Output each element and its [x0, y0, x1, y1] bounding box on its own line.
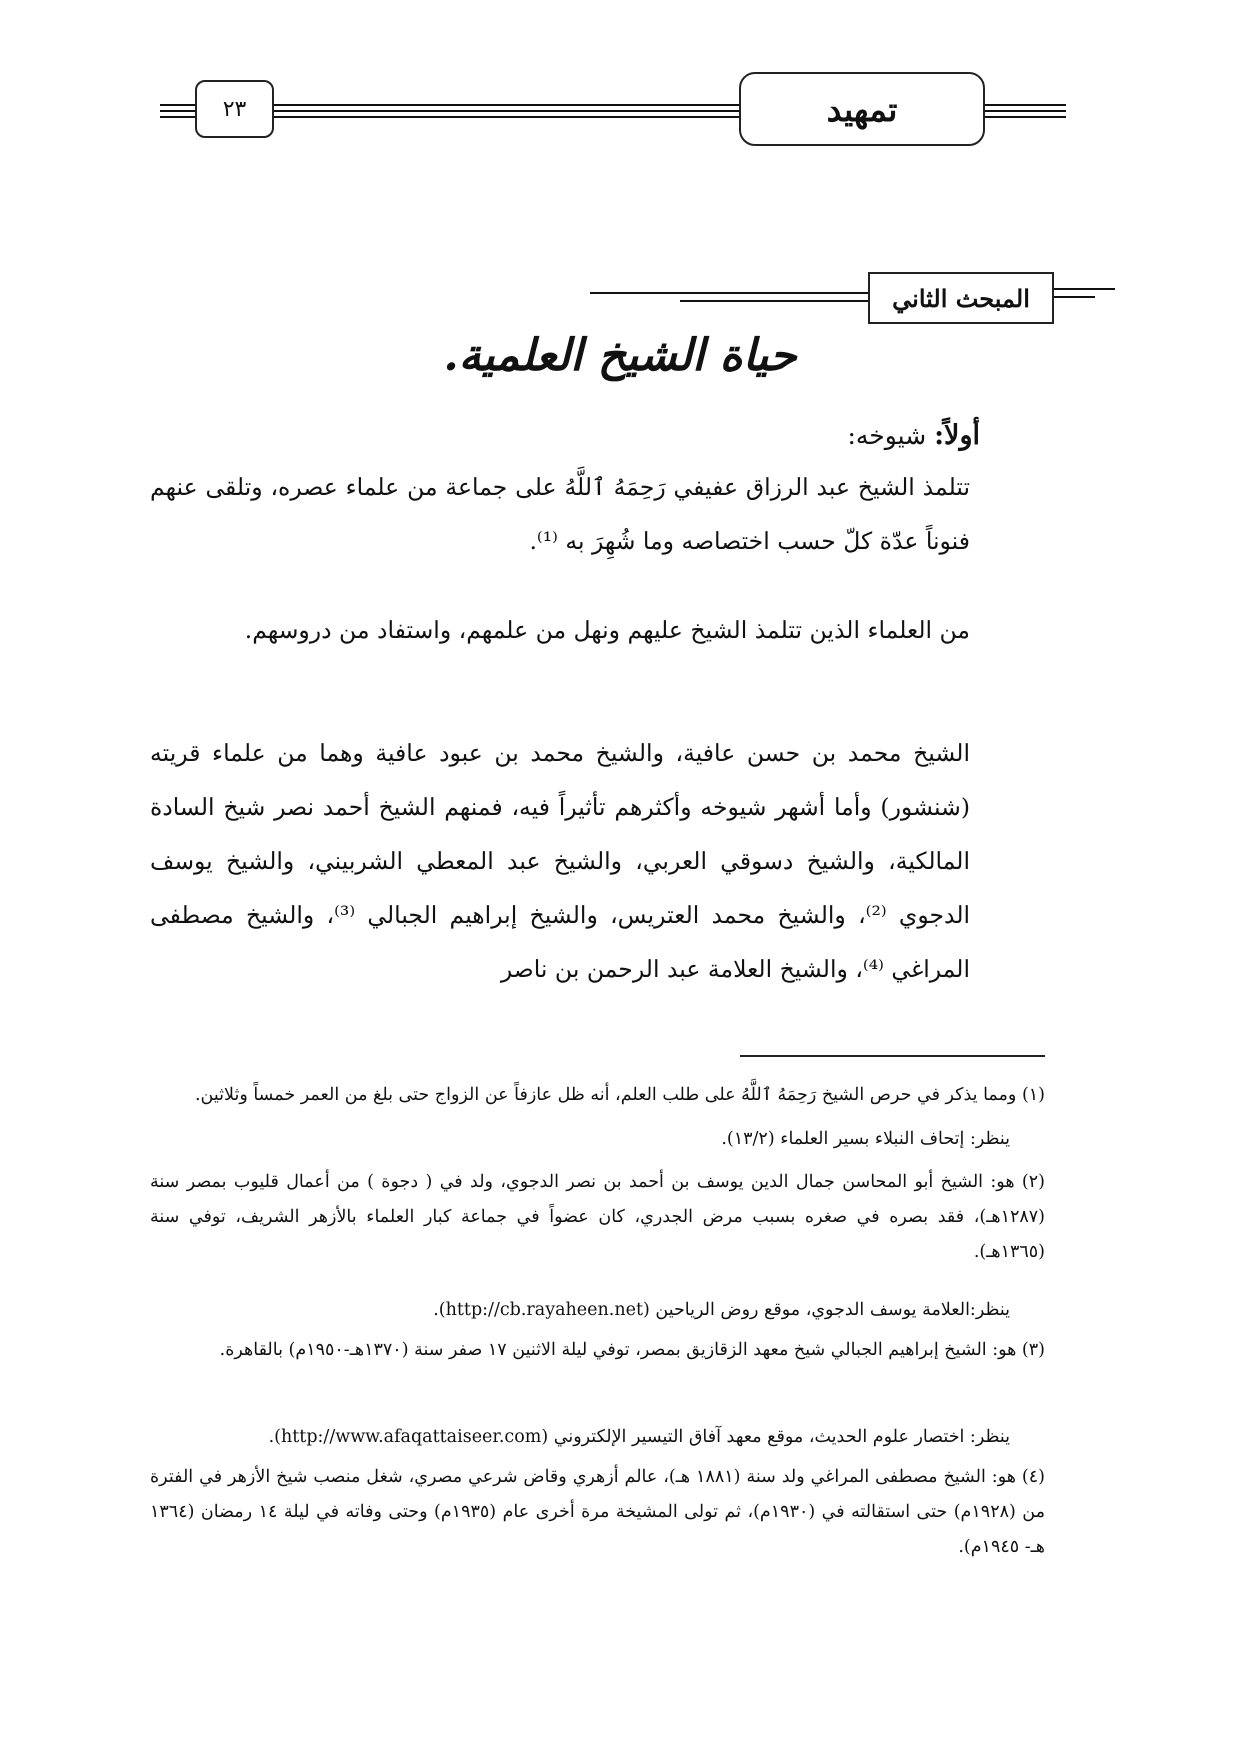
- footnote-separator: [740, 1055, 1045, 1057]
- page-title: حياة الشيخ العلمية.: [443, 330, 797, 381]
- subheading: [847, 420, 980, 451]
- body-paragraph-1: تتلمذ الشيخ عبد الرزاق عفيفي رَحِمَهُ ٱللَّهُ على جماعة من علماء عصره، وتلقى عنهم فنوناً عدّة كلّ حسب اختصاصه وما شُهِرَ به ⁽¹⁾.: [150, 473, 970, 555]
- page-number-box: [195, 80, 274, 138]
- footnote-1-reference: ينظر: إتحاف النبلاء بسير العلماء (١٣/٢).: [721, 1129, 1010, 1149]
- footnote-2: (٢) هو: الشيخ أبو المحاسن جمال الدين يوسف بن أحمد بن نصر الدجوي، ولد في ( دجوة ) من أعمال قليوب بمصر سنة (١٢٨٧هـ)، فقد بصره في صغره بسبب مرض الجدري، كان عضواً في جماعة كبار العلماء بالأزهر الشريف، توفي سنة (١٣٦٥هـ).: [150, 1172, 1045, 1262]
- footnote-2-reference: ينظر:العلامة يوسف الدجوي، موقع روض الرياحين (http://cb.rayaheen.net).: [433, 1300, 1010, 1320]
- footnote-4: (٤) هو: الشيخ مصطفى المراغي ولد سنة (١٨٨١ هـ)، عالم أزهري وقاض شرعي مصري، شغل منصب شيخ الأزهر في الفترة من (١٩٢٨م) حتى استقالته في (١٩٣٠م)، ثم تولى المشيخة مرة أخرى عام (١٩٣٥م) وحتى وفاته في ليلة ١٤ رمضان (١٣٦٤ هـ- ١٩٤٥م).: [150, 1467, 1045, 1557]
- chapter-title-box: [739, 72, 985, 146]
- section-label: المبحث الثاني: [892, 283, 1030, 313]
- body-paragraph-2: من العلماء الذين تتلمذ الشيخ عليهم ونهل من علمهم، واستفاد من دروسهم.: [244, 616, 970, 644]
- body-paragraph-3: الشيخ محمد بن حسن عافية، والشيخ محمد بن عبود عافية وهما من علماء قريته (شنشور) وأما أشهر شيوخه وأكثرهم تأثيراً فيه، فمنهم الشيخ أحمد نصر شيخ السادة المالكية، والشيخ دسوقي العربي، والشيخ عبد المعطي الشربيني، والشيخ يوسف الدجوي ⁽²⁾، والشيخ محمد العتريس، والشيخ إبراهيم الجبالي ⁽³⁾، والشيخ مصطفى المراغي ⁽⁴⁾، والشيخ العلامة عبد الرحمن بن ناصر: [150, 739, 971, 983]
- footnote-3: (٣) هو: الشيخ إبراهيم الجبالي شيخ معهد الزقازيق بمصر، توفي ليلة الاثنين ١٧ صفر سنة (١٣٧٠هـ-١٩٥٠م) بالقاهرة.: [219, 1340, 1045, 1360]
- footnote-1: (١) ومما يذكر في حرص الشيخ رَحِمَهُ ٱللَّهُ على طلب العلم، أنه ظل عازفاً عن الزواج حتى بلغ من العمر خمساً وثلاثين.: [194, 1085, 1045, 1105]
- section-label-box: [868, 272, 1054, 324]
- subheading-text: شيوخه:: [847, 421, 935, 450]
- page-number: ٢٣: [222, 96, 247, 122]
- chapter-title: تمهيد: [826, 89, 898, 129]
- footnote-3-reference: ينظر: اختصار علوم الحديث، موقع معهد آفاق التيسير الإلكتروني (http://www.afaqattaiseer.com).: [268, 1427, 1010, 1447]
- subheading-prefix: أولاً:: [934, 420, 980, 451]
